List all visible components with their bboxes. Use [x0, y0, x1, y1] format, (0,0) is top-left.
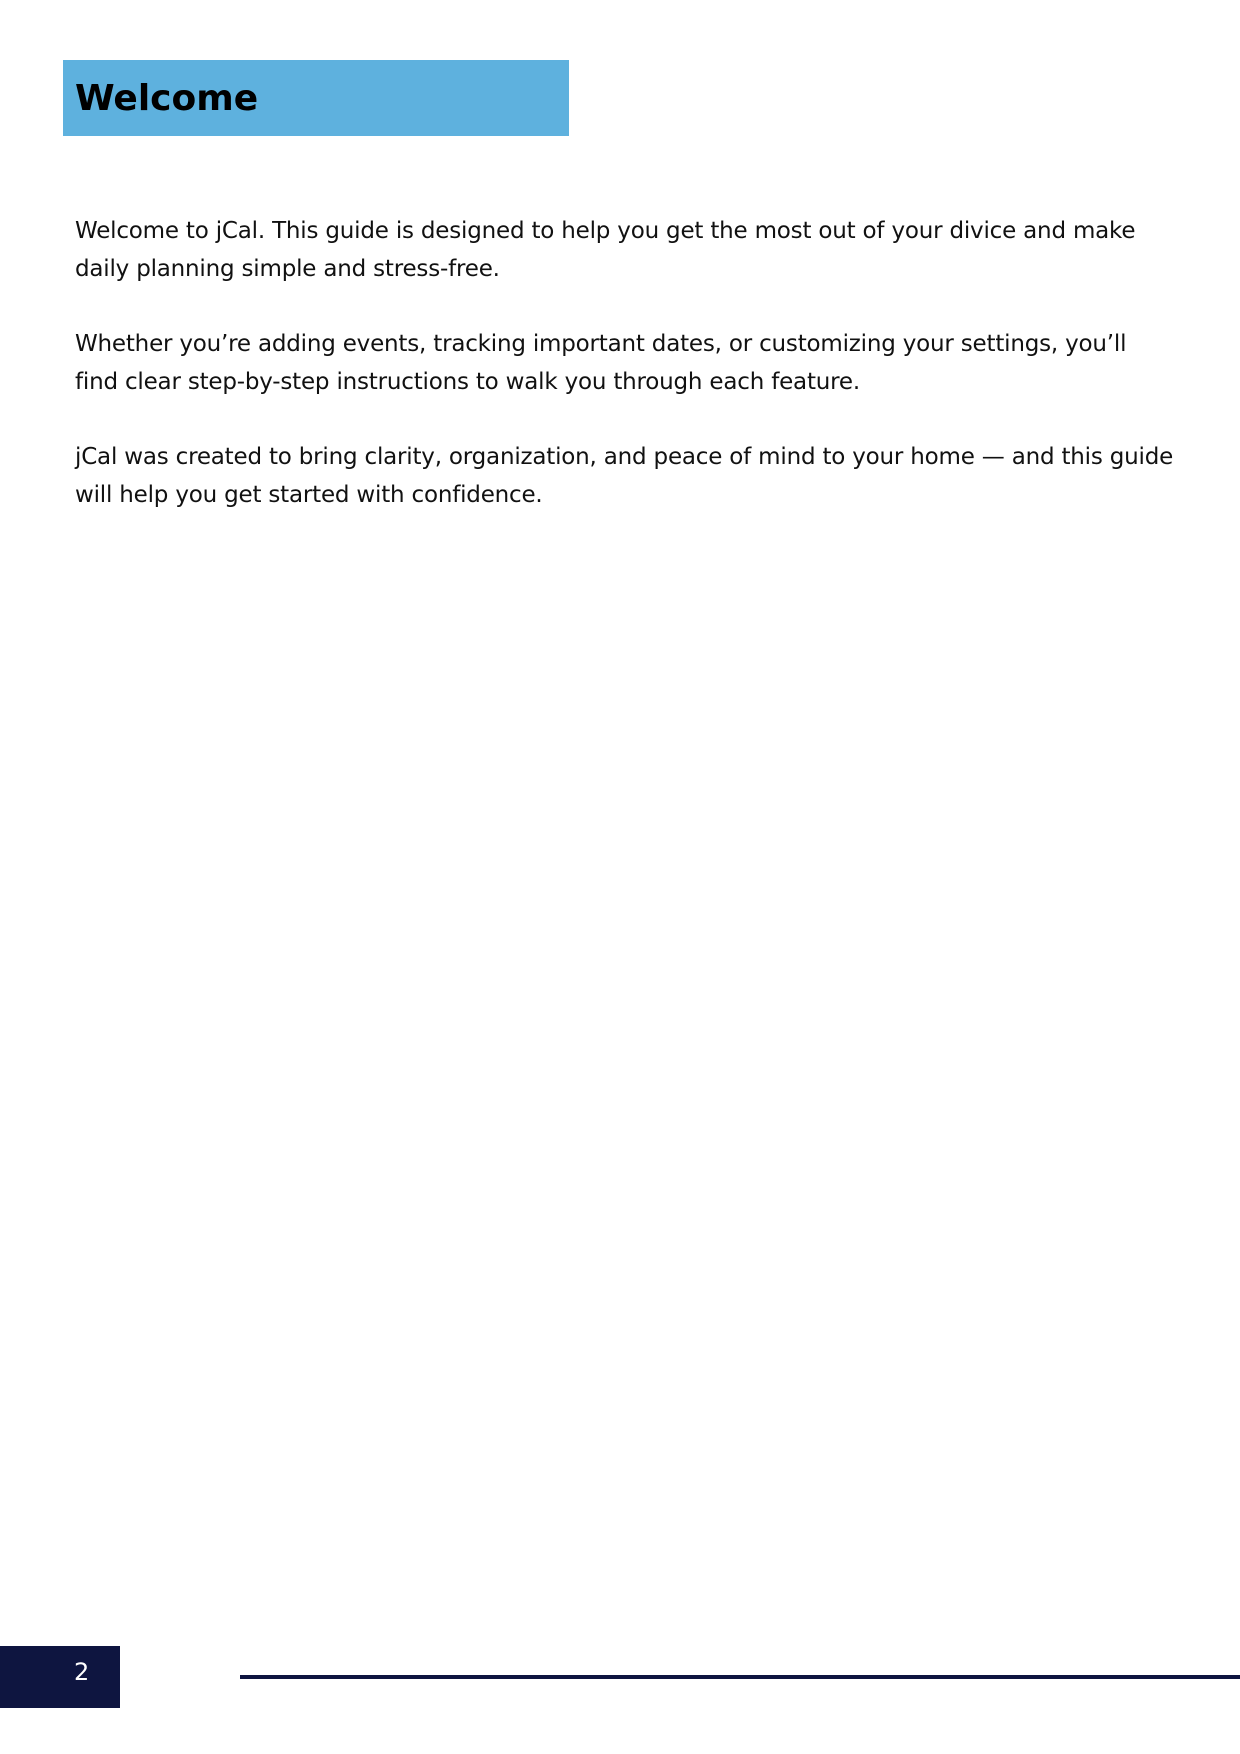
body-content: [75, 212, 1175, 551]
purpose-paragraph: jCal was created to bring clarity, organization, and peace of mind to your home — and this guide will help you get started with confidence.: [75, 444, 1174, 508]
footer-divider: [240, 1675, 1240, 1679]
intro-paragraph: Welcome to jCal. This guide is designed to help you get the most out of your divice and make daily planning simple and stress-free.: [75, 218, 1136, 282]
page-number-box: [0, 1646, 120, 1708]
page-number: 2: [74, 1658, 90, 1686]
section-header: [63, 60, 569, 136]
features-paragraph: Whether you’re adding events, tracking important dates, or customizing your settings, you’ll find clear step-by-step instructions to walk you through each feature.: [75, 331, 1127, 395]
section-title: Welcome: [75, 77, 259, 119]
